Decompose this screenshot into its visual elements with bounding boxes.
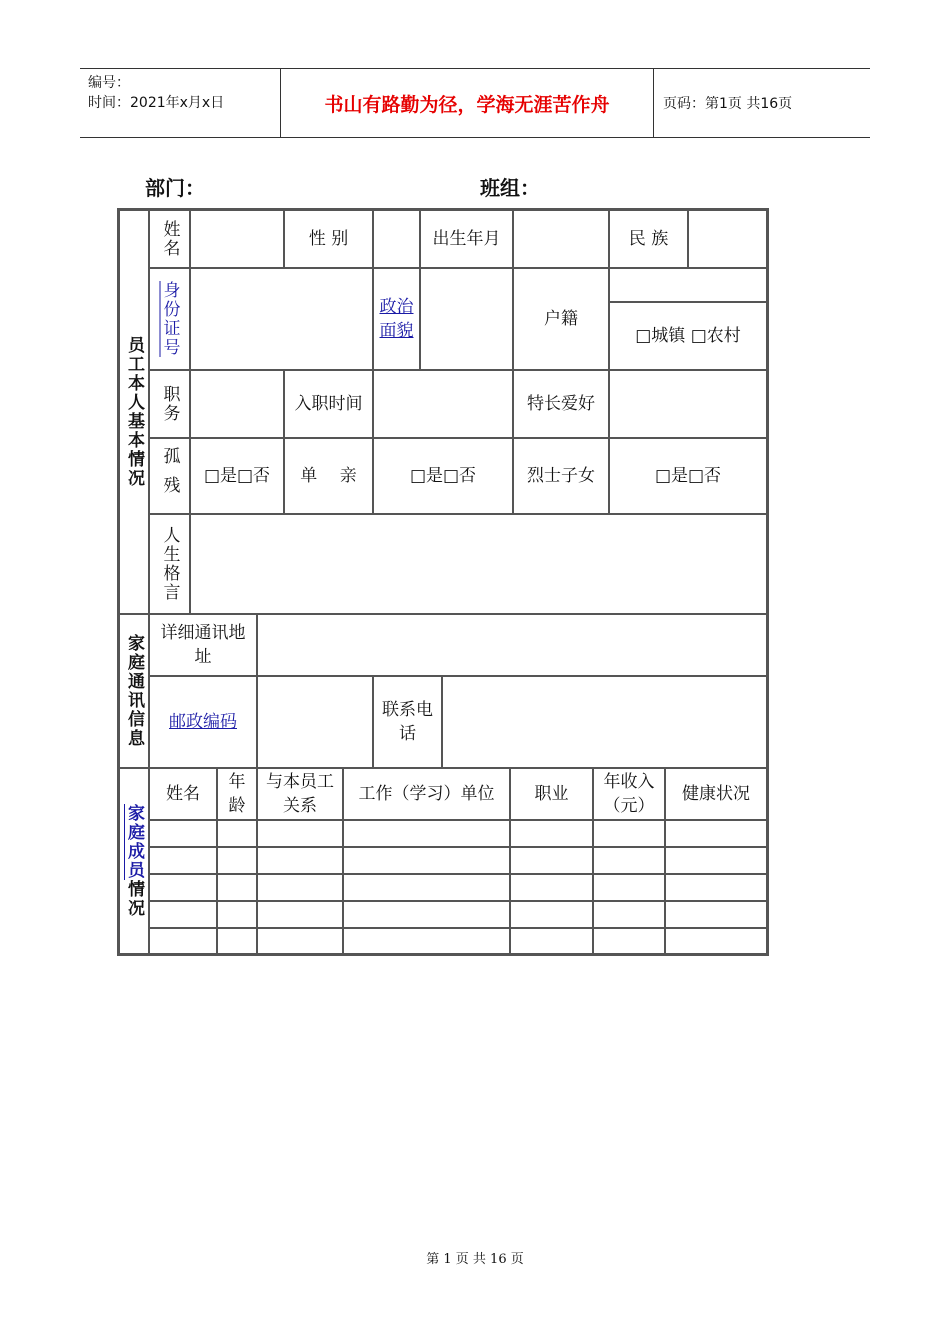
orphan-yes-no[interactable]: □是□否 — [190, 438, 284, 514]
label-martyr: 烈士子女 — [513, 438, 609, 514]
family-table-cell[interactable] — [665, 928, 767, 954]
family-table-cell[interactable] — [343, 820, 510, 847]
label-ethnicity: 民 族 — [609, 210, 688, 268]
family-table-cell[interactable] — [149, 874, 217, 901]
family-table-cell[interactable] — [217, 928, 257, 954]
label-household: 户籍 — [513, 268, 609, 370]
field-phone[interactable] — [442, 676, 767, 768]
family-table-cell[interactable] — [343, 874, 510, 901]
family-table-cell[interactable] — [217, 847, 257, 874]
number-label: 编号： — [88, 75, 130, 91]
label-entry-time: 入职时间 — [284, 370, 373, 438]
family-table-cell[interactable] — [665, 820, 767, 847]
field-id-card[interactable] — [190, 268, 373, 370]
label-phone: 联系电话 — [373, 676, 442, 768]
header-page-info: 页码：第1页 共16页 — [663, 96, 793, 112]
family-table-cell[interactable] — [510, 874, 593, 901]
field-ethnicity[interactable] — [688, 210, 767, 268]
family-table-cell[interactable] — [257, 901, 343, 928]
label-motto: 人生格言 — [149, 514, 190, 614]
family-table-cell[interactable] — [593, 928, 665, 954]
label-gender: 性 别 — [284, 210, 373, 268]
household-options[interactable]: □城镇 □农村 — [609, 302, 767, 370]
field-name[interactable] — [190, 210, 284, 268]
family-table-cell[interactable] — [665, 874, 767, 901]
family-table-cell[interactable] — [343, 928, 510, 954]
family-table-cell[interactable] — [510, 820, 593, 847]
label-postcode[interactable]: 邮政编码 — [149, 676, 257, 768]
field-birth[interactable] — [513, 210, 609, 268]
page-footer: 第 1 页 共 16 页 — [426, 1252, 524, 1267]
section-family-title — [119, 768, 149, 954]
family-table-cell[interactable] — [257, 820, 343, 847]
page-header — [80, 68, 870, 138]
label-hobby: 特长爱好 — [513, 370, 609, 438]
family-col-header: 工作（学习）单位 — [343, 768, 510, 820]
family-table-cell[interactable] — [343, 901, 510, 928]
field-gender[interactable] — [373, 210, 420, 268]
field-position[interactable] — [190, 370, 284, 438]
section-contact-title: 家庭通讯信息 — [119, 614, 149, 768]
family-col-header: 与本员工关系 — [257, 768, 343, 820]
section-basic-title: 员工本人基本情况 — [119, 210, 149, 614]
field-political[interactable] — [420, 268, 513, 370]
family-table-cell[interactable] — [593, 901, 665, 928]
family-table-cell[interactable] — [665, 901, 767, 928]
family-table-cell[interactable] — [149, 847, 217, 874]
family-col-header: 年收入（元） — [593, 768, 665, 820]
field-household[interactable] — [609, 268, 767, 302]
family-table-cell[interactable] — [217, 820, 257, 847]
time-label: 时间：2021年x月x日 — [88, 95, 225, 111]
family-table-cell[interactable] — [510, 928, 593, 954]
field-postcode[interactable] — [257, 676, 373, 768]
single-yes-no[interactable]: □是□否 — [373, 438, 513, 514]
label-id-card[interactable]: 身份证号 — [149, 268, 190, 370]
family-table-cell[interactable] — [593, 847, 665, 874]
family-col-header: 健康状况 — [665, 768, 767, 820]
family-table-cell[interactable] — [149, 820, 217, 847]
label-birth: 出生年月 — [420, 210, 513, 268]
family-table-cell[interactable] — [217, 874, 257, 901]
label-position: 职务 — [149, 370, 190, 438]
family-table-cell[interactable] — [149, 901, 217, 928]
family-table-cell[interactable] — [257, 847, 343, 874]
family-title-rest: 情况 — [124, 880, 144, 918]
family-col-header: 年龄 — [217, 768, 257, 820]
family-table-cell[interactable] — [593, 874, 665, 901]
field-address[interactable] — [257, 614, 767, 676]
martyr-yes-no[interactable]: □是□否 — [609, 438, 767, 514]
field-hobby[interactable] — [609, 370, 767, 438]
field-motto[interactable] — [190, 514, 767, 614]
family-table-cell[interactable] — [257, 928, 343, 954]
family-table-cell[interactable] — [510, 847, 593, 874]
family-title-link[interactable]: 家庭成员 — [124, 804, 144, 880]
header-meta — [80, 69, 280, 137]
label-political[interactable]: 政治面貌 — [373, 268, 420, 370]
family-table-cell[interactable] — [665, 847, 767, 874]
family-table-cell[interactable] — [343, 847, 510, 874]
family-col-header: 职业 — [510, 768, 593, 820]
header-motto: 书山有路勤为径，学海无涯苦作舟 — [280, 69, 654, 137]
family-col-header: 姓名 — [149, 768, 217, 820]
dept-label: 部门： — [145, 176, 205, 200]
label-single: 单 亲 — [284, 438, 373, 514]
label-address: 详细通讯地址 — [149, 614, 257, 676]
family-table-cell[interactable] — [217, 901, 257, 928]
family-table-cell[interactable] — [257, 874, 343, 901]
field-entry-time[interactable] — [373, 370, 513, 438]
family-table-cell[interactable] — [510, 901, 593, 928]
family-table-cell[interactable] — [593, 820, 665, 847]
label-orphan: 孤残 — [149, 438, 190, 514]
family-table-cell[interactable] — [149, 928, 217, 954]
label-name: 姓名 — [149, 210, 190, 268]
team-label: 班组： — [480, 176, 540, 200]
